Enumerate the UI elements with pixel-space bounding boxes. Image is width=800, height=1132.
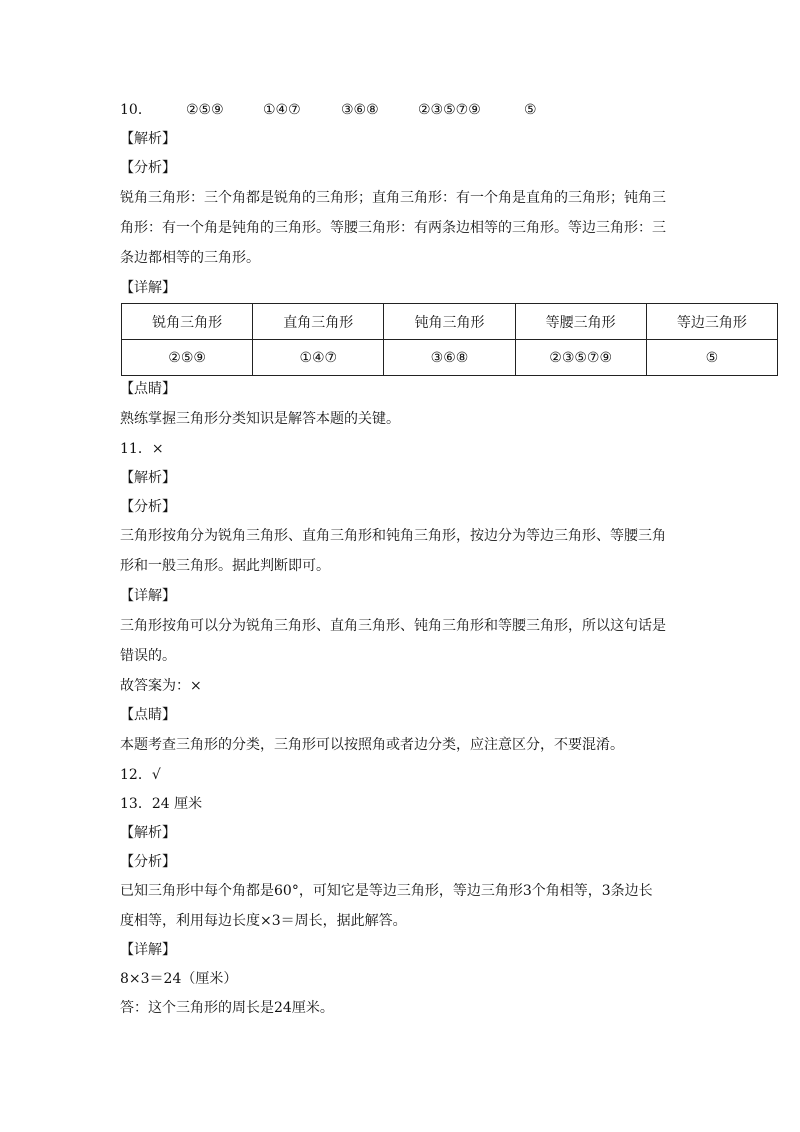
q13-analysis-line-1: 已知三角形中每个角都是60°，可知它是等边三角形，等边三角形3个角相等，3条边长 bbox=[120, 883, 653, 899]
q13-answer: 答：这个三角形的周长是24厘米。 bbox=[120, 1000, 334, 1016]
q11-answer: 故答案为：× bbox=[120, 678, 202, 694]
q10-dianjing-heading: 【点睛】 bbox=[120, 381, 176, 397]
triangle-classification-table bbox=[121, 303, 778, 376]
q11-comment: 本题考查三角形的分类，三角形可以按照角或者边分类，应注意区分，不要混淆。 bbox=[120, 737, 624, 753]
table-row bbox=[122, 340, 778, 376]
table-header-cell: 等腰三角形 bbox=[515, 304, 646, 340]
q11-jiexi-heading: 【解析】 bbox=[120, 470, 176, 486]
q10-analysis-line-1: 锐角三角形：三个角都是锐角的三角形；直角三角形：有一个角是直角的三角形；钝角三 bbox=[120, 190, 666, 206]
q10-analysis-line-3: 条边都相等的三角形。 bbox=[120, 250, 260, 266]
q10-answer-obtuse: ③⑥⑧ bbox=[341, 102, 379, 118]
q10-jiexi-heading: 【解析】 bbox=[120, 131, 176, 147]
q12-title: 12．√ bbox=[120, 767, 161, 783]
q10-analysis-line-2: 角形：有一个角是钝角的三角形。等腰三角形：有两条边相等的三角形。等边三角形：三 bbox=[120, 220, 666, 236]
q10-fenxi-heading: 【分析】 bbox=[120, 160, 176, 176]
q10-answer-isosceles: ②③⑤⑦⑨ bbox=[418, 102, 481, 118]
q11-detail-line-1: 三角形按角可以分为锐角三角形、直角三角形、钝角三角形和等腰三角形，所以这句话是 bbox=[120, 618, 666, 634]
table-header-cell: 钝角三角形 bbox=[384, 304, 515, 340]
table-cell: ②⑤⑨ bbox=[122, 340, 253, 376]
q11-detail-line-2: 错误的。 bbox=[120, 648, 176, 664]
q11-fenxi-heading: 【分析】 bbox=[120, 499, 176, 515]
q10-answer-acute: ②⑤⑨ bbox=[186, 102, 224, 118]
q11-analysis-line-2: 形和一般三角形。据此判断即可。 bbox=[120, 558, 330, 574]
table-header-cell: 等边三角形 bbox=[646, 304, 777, 340]
q13-xiangjie-heading: 【详解】 bbox=[120, 942, 176, 958]
q10-answer-equilateral: ⑤ bbox=[524, 102, 537, 118]
q13-fenxi-heading: 【分析】 bbox=[120, 854, 176, 870]
table-header-row bbox=[122, 304, 778, 340]
q13-title: 13．24 厘米 bbox=[120, 796, 203, 812]
q10-answer-right: ①④⑦ bbox=[263, 102, 301, 118]
table-cell: ②③⑤⑦⑨ bbox=[515, 340, 646, 376]
q11-dianjing-heading: 【点睛】 bbox=[120, 707, 176, 723]
table-cell: ⑤ bbox=[646, 340, 777, 376]
q10-number: 10． bbox=[120, 102, 152, 118]
q11-analysis-line-1: 三角形按角分为锐角三角形、直角三角形和钝角三角形，按边分为等边三角形、等腰三角 bbox=[120, 528, 666, 544]
table-cell: ③⑥⑧ bbox=[384, 340, 515, 376]
q13-calculation: 8×3＝24（厘米） bbox=[120, 971, 238, 987]
q10-comment: 熟练掌握三角形分类知识是解答本题的关键。 bbox=[120, 411, 400, 427]
q13-analysis-line-2: 度相等，利用每边长度×3＝周长，据此解答。 bbox=[120, 913, 407, 929]
table-cell: ①④⑦ bbox=[253, 340, 384, 376]
q11-xiangjie-heading: 【详解】 bbox=[120, 588, 176, 604]
table-header-cell: 锐角三角形 bbox=[122, 304, 253, 340]
q13-jiexi-heading: 【解析】 bbox=[120, 825, 176, 841]
q10-xiangjie-heading: 【详解】 bbox=[120, 280, 176, 296]
q11-title: 11．× bbox=[120, 441, 164, 457]
table-header-cell: 直角三角形 bbox=[253, 304, 384, 340]
